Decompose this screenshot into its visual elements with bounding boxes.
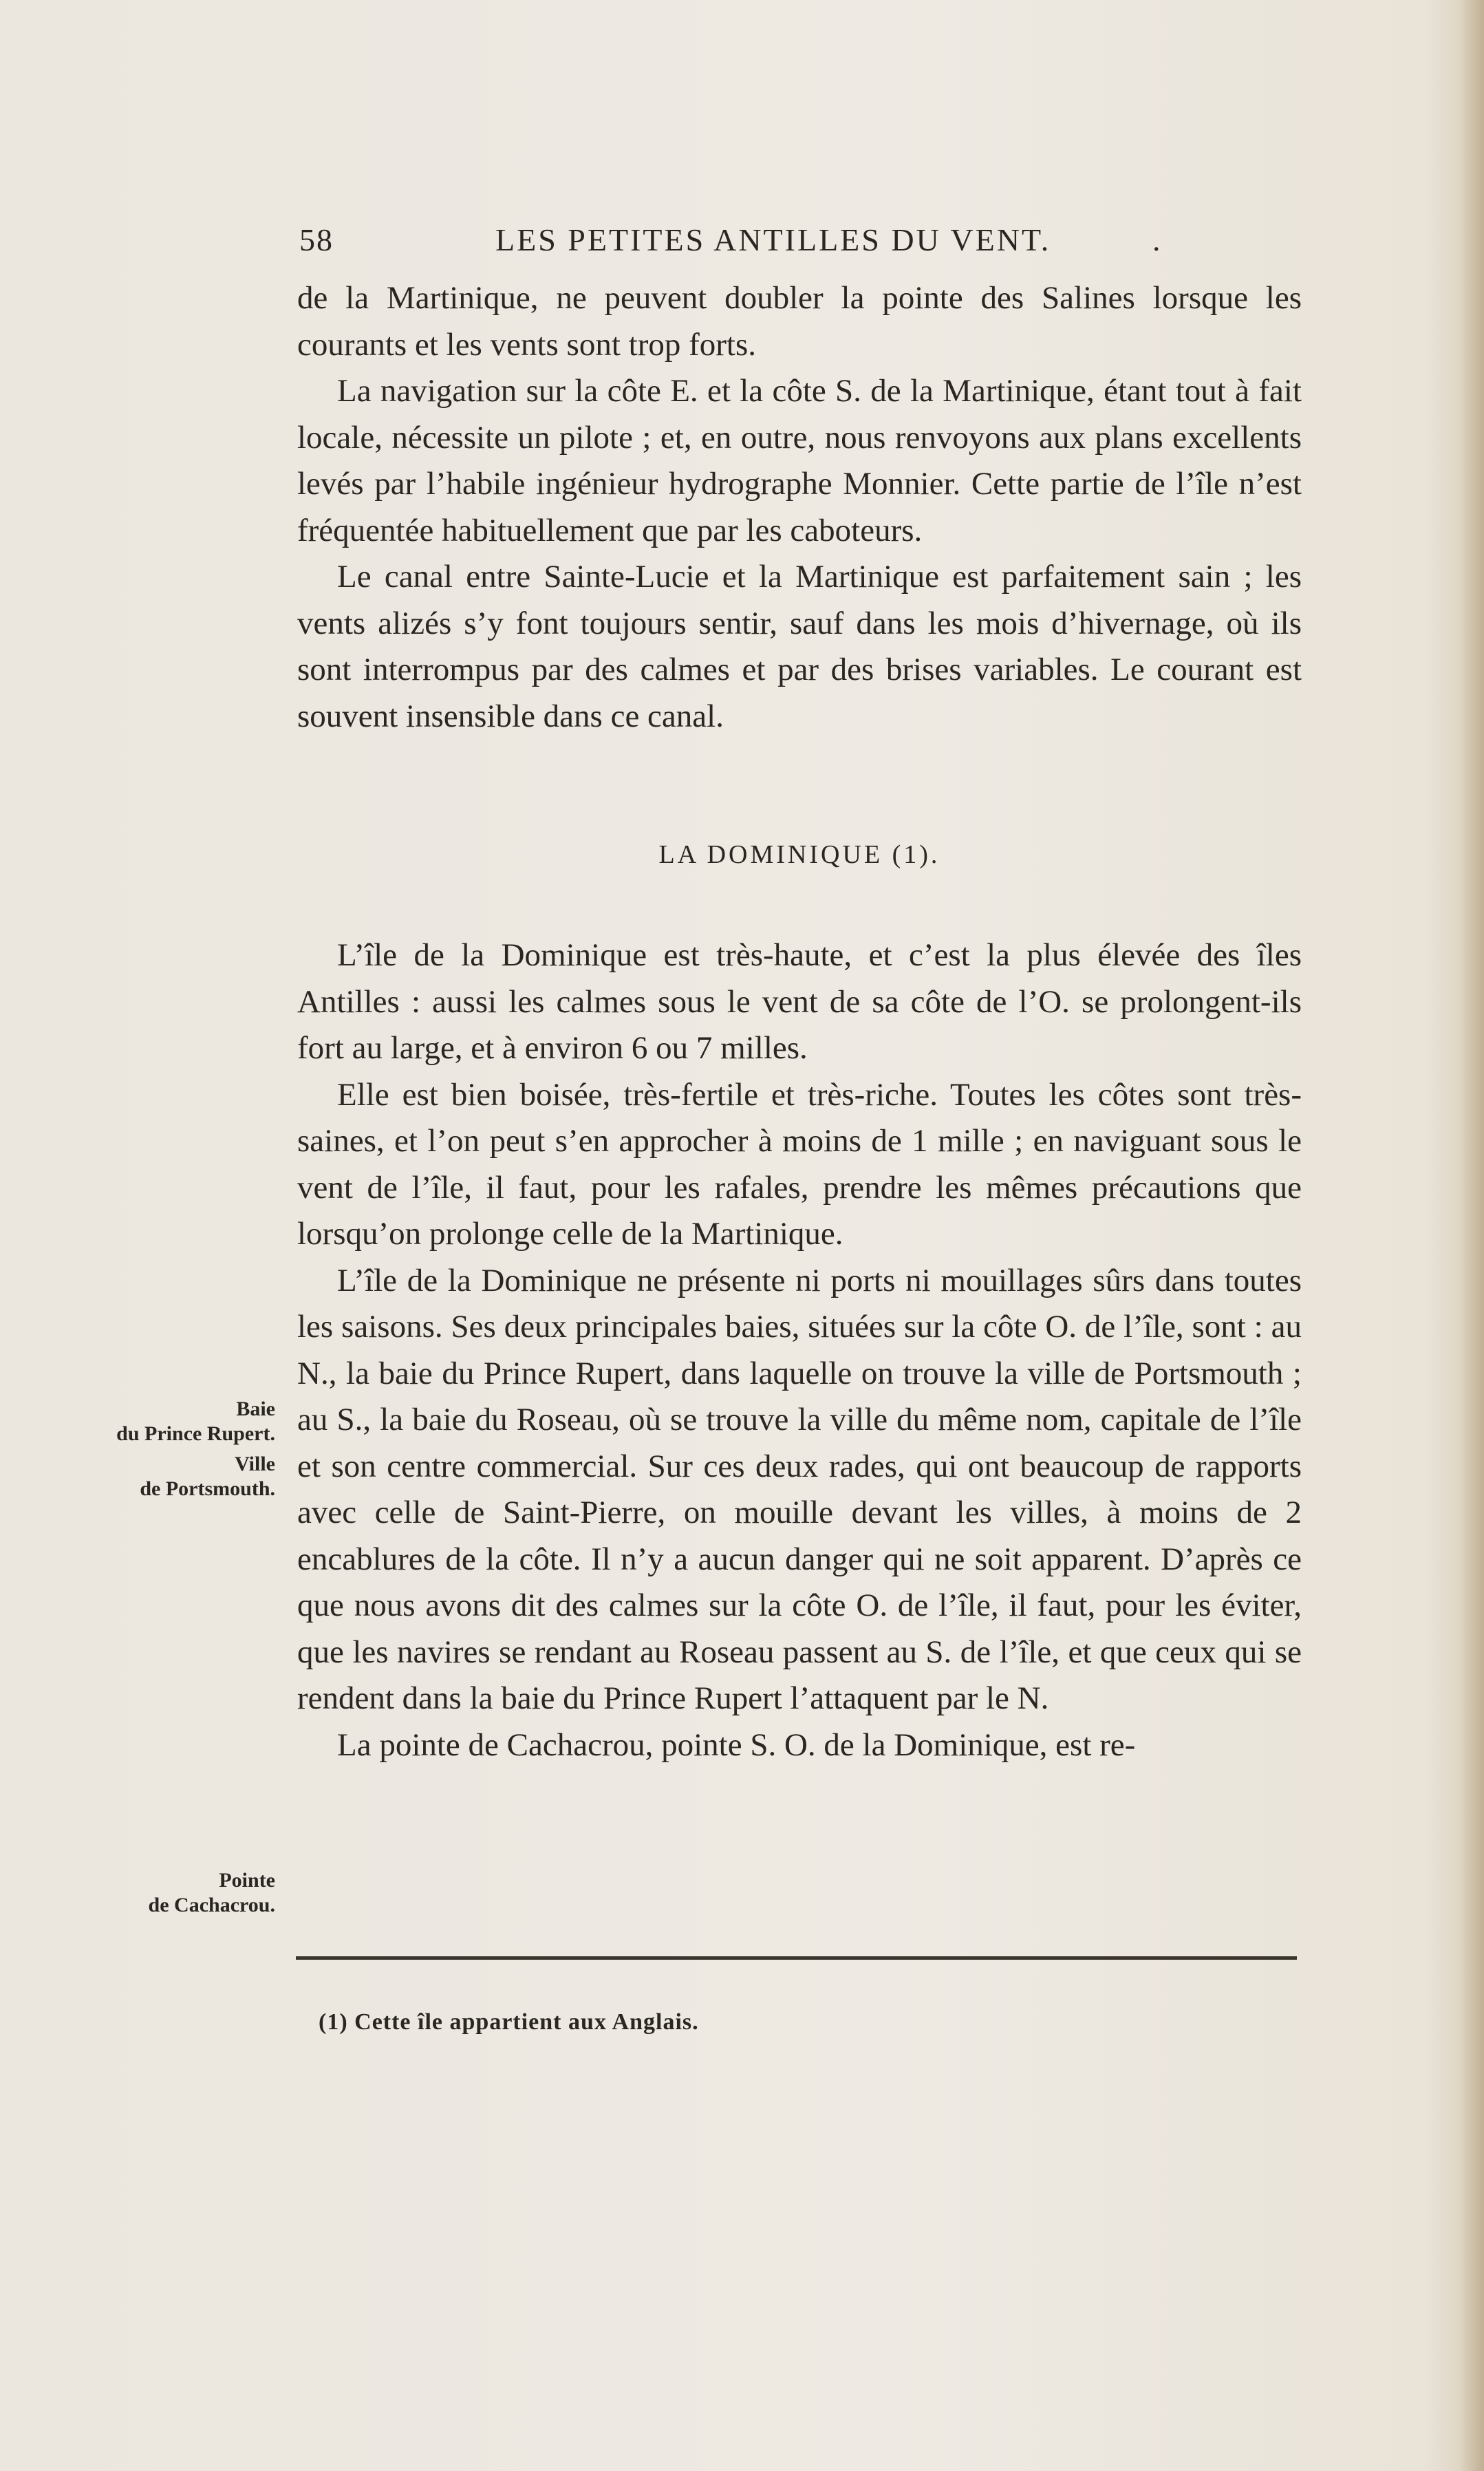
header-mark: . <box>1152 222 1162 257</box>
margin-note-line: du Prince Rupert. <box>116 1422 275 1445</box>
margin-note-line: Baie <box>236 1398 275 1420</box>
page-number: 58 <box>299 222 334 257</box>
footnote: (1) Cette île appartient aux Anglais. <box>319 2009 699 2035</box>
margin-note-line: Pointe <box>219 1869 275 1892</box>
page-edge-shadow <box>1459 0 1484 2471</box>
paragraph-dominique-coasts: Elle est bien boisée, très-fertile et très-riche. Toutes les côtes sont très-saines, et l’on peut s’en approcher à moins de 1 mille ; en naviguant sous le vent de l’île, il faut, pour les rafales, prendre les mêmes précautions que lorsqu’on prolonge celle de la Martinique. <box>297 1076 1302 1252</box>
paragraph-continuation: de la Martinique, ne peuvent doubler la pointe des Salines lorsque les courants et les vents sont trop forts. <box>297 280 1302 363</box>
running-title: LES PETITES ANTILLES DU VENT. <box>495 222 1051 257</box>
footnote-divider <box>296 1956 1297 1960</box>
section-title: LA DOMINIQUE (1). <box>658 840 940 869</box>
paragraph-canal: Le canal entre Sainte-Lucie et la Martinique est parfaitement sain ; les vents alizés s’y font toujours sentir, sauf dans les mois d’hivernage, où ils sont interrompus par des calmes et par des brises variables. Le courant est souvent insensible dans ce canal. <box>297 559 1302 734</box>
paragraph-dominique-intro: L’île de la Dominique est très-haute, et c’est la plus élevée des îles Antilles : aussi les calmes sous le vent de sa côte de l’O. se prolongent-ils fort au large, et à environ 6 ou 7 milles. <box>297 937 1302 1066</box>
paragraph-navigation: La navigation sur la côte E. et la côte S. de la Martinique, étant tout à fait locale, nécessite un pilote ; et, en outre, nous renvoyons aux plans excellents levés par l’habile ingénieur hydrographe Monnier. Cette partie de l’île n’est fréquentée habituellement que par les caboteurs. <box>297 373 1302 548</box>
margin-note-pointe-cachacrou <box>28 1868 275 1918</box>
margin-note-ville-portsmouth <box>28 1452 275 1501</box>
body-text-top <box>297 275 1302 740</box>
page-header <box>299 222 1297 263</box>
paragraph-dominique-bays: L’île de la Dominique ne présente ni ports ni mouillages sûrs dans toutes les saisons. Ses deux principales baies, situées sur la côte O. de l’île, sont : au N., la baie du Prince Rupert, dans laquelle on trouve la ville de Portsmouth ; au S., la baie du Roseau, où se trouve la ville du même nom, capitale de l’île et son centre commercial. Sur ces deux rades, qui ont beaucoup de rapports avec celle de Saint-Pierre, on mouille devant les villes, à moins de 2 encablures de la côte. Il n’y a aucun danger qui ne soit apparent. D’après ce que nous avons dit des calmes sur la côte O. de l’île, il faut, pour les éviter, que les navires se rendant au Roseau passent au S. de l’île, et que ceux qui se rendent dans la baie du Prince Rupert l’attaquent par le N. <box>297 1262 1302 1716</box>
body-text-bottom <box>297 932 1302 1768</box>
margin-note-line: de Cachacrou. <box>148 1894 275 1916</box>
paragraph-cachacrou: La pointe de Cachacrou, pointe S. O. de la Dominique, est re- <box>337 1726 1136 1763</box>
margin-note-line: Ville <box>235 1453 275 1475</box>
margin-note-line: de Portsmouth. <box>140 1477 275 1500</box>
margin-note-baie-prince-rupert <box>28 1397 275 1446</box>
